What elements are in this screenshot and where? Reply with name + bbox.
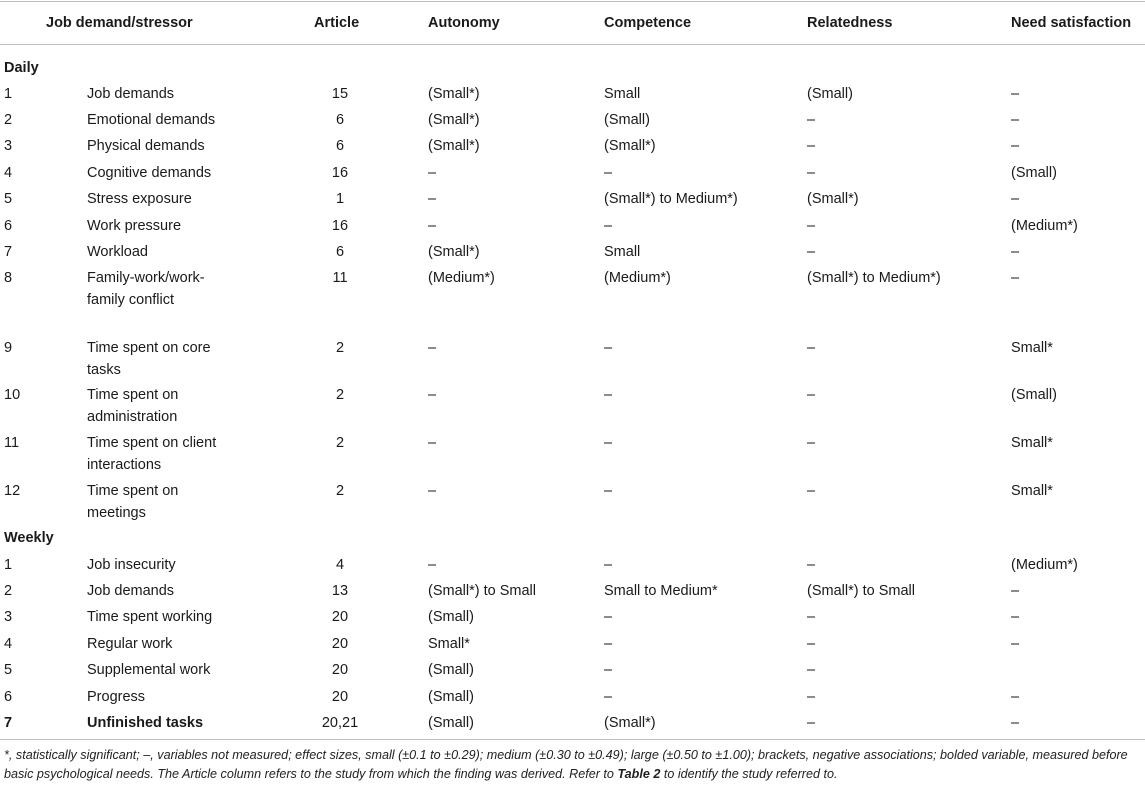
relatedness-effect: (Small*) [807,191,859,207]
relatedness-effect: – [807,138,816,154]
article-number: 16 [331,218,349,234]
relatedness-effect: – [807,483,816,499]
row-number: 2 [4,583,13,599]
article-number: 2 [335,387,345,403]
stressor-name: Job demands [87,86,175,102]
header-rule [0,44,1145,45]
footnote-text: *, statistically significant; –, variables not measured; effect sizes, small (±0.1 to ±0.29); medium (±0.30 to ±0.49); large (±0.50 to ±1.00); brackets, negative associations; bolded variable, measured before basic psychological needs. The Article column refers to the study from which the finding was derived. Refer to [4,748,1128,781]
article-number: 20 [331,609,349,625]
competence-effect: – [604,435,613,451]
relatedness-effect: – [807,340,816,356]
need-satisfaction-effect: – [1011,636,1020,652]
article-number: 4 [335,557,345,573]
stressor-name: Unfinished tasks [87,715,204,731]
relatedness-effect: – [807,244,816,260]
row-number: 5 [4,662,13,678]
relatedness-effect: – [807,557,816,573]
autonomy-effect: – [428,557,437,573]
header-relatedness: Relatedness [807,15,893,31]
relatedness-effect: – [807,435,816,451]
row-number: 7 [4,244,13,260]
autonomy-effect: (Small*) [428,86,480,102]
competence-effect: (Small) [604,112,650,128]
competence-effect: – [604,662,613,678]
need-satisfaction-effect: – [1011,112,1020,128]
competence-effect: – [604,165,613,181]
footnote-text-end: to identify the study referred to. [660,767,838,781]
table-bottom-rule [0,739,1145,740]
relatedness-effect: – [807,689,816,705]
autonomy-effect: (Small) [428,609,474,625]
need-satisfaction-effect: – [1011,191,1020,207]
autonomy-effect: (Small) [428,662,474,678]
autonomy-effect: (Small*) [428,112,480,128]
need-satisfaction-effect: Small* [1011,483,1053,499]
need-satisfaction-effect: – [1011,689,1020,705]
relatedness-effect: – [807,636,816,652]
article-number: 20,21 [321,715,359,731]
stressor-name: Workload [87,244,148,260]
article-number: 20 [331,662,349,678]
autonomy-effect: – [428,387,437,403]
stressor-name: Job insecurity [87,557,176,573]
competence-effect: – [604,689,613,705]
article-number: 15 [331,86,349,102]
stressor-name: Physical demands [87,138,205,154]
article-number: 6 [335,112,345,128]
need-satisfaction-effect: (Small) [1011,165,1057,181]
autonomy-effect: – [428,435,437,451]
stressor-name: Stress exposure [87,191,192,207]
stressor-name: Time spent on administration [87,387,179,425]
competence-effect: – [604,557,613,573]
autonomy-effect: (Small) [428,715,474,731]
table-top-rule [0,1,1145,2]
row-number: 4 [4,636,13,652]
header-article: Article [314,15,360,31]
stressor-name: Family-work/work-family conflict [87,270,205,308]
relatedness-effect: (Small*) to Medium*) [807,270,941,286]
autonomy-effect: (Medium*) [428,270,495,286]
article-number: 20 [331,689,349,705]
article-number: 2 [335,340,345,356]
row-number: 8 [4,270,13,286]
relatedness-effect: (Small) [807,86,853,102]
relatedness-effect: – [807,387,816,403]
competence-effect: – [604,609,613,625]
need-satisfaction-effect: – [1011,583,1020,599]
autonomy-effect: – [428,483,437,499]
competence-effect: Small to Medium* [604,583,718,599]
competence-effect: Small [604,86,641,102]
section-label: Daily [4,60,39,76]
row-number: 9 [4,340,13,356]
need-satisfaction-effect: (Medium*) [1011,557,1078,573]
header-competence: Competence [604,15,692,31]
table-footnote [4,746,1142,784]
autonomy-effect: – [428,165,437,181]
article-number: 13 [331,583,349,599]
relatedness-effect: (Small*) to Small [807,583,915,599]
row-number: 2 [4,112,13,128]
need-satisfaction-effect: – [1011,138,1020,154]
autonomy-effect: (Small*) to Small [428,583,536,599]
article-number: 6 [335,244,345,260]
competence-effect: – [604,636,613,652]
article-number: 2 [335,483,345,499]
need-satisfaction-effect: – [1011,244,1020,260]
stressor-name: Regular work [87,636,173,652]
header-job-demand: Job demand/stressor [46,15,193,31]
row-number: 7 [4,715,13,731]
need-satisfaction-effect: – [1011,86,1020,102]
article-number: 1 [335,191,345,207]
competence-effect: – [604,218,613,234]
row-number: 3 [4,609,13,625]
autonomy-effect: – [428,218,437,234]
need-satisfaction-effect: – [1011,270,1020,286]
competence-effect: (Small*) [604,715,656,731]
autonomy-effect: – [428,191,437,207]
row-number: 11 [4,435,20,451]
header-autonomy: Autonomy [428,15,500,31]
relatedness-effect: – [807,715,816,731]
stressor-name: Progress [87,689,146,705]
need-satisfaction-effect: – [1011,715,1020,731]
stressor-name: Job demands [87,583,175,599]
autonomy-effect: (Small*) [428,138,480,154]
competence-effect: – [604,387,613,403]
autonomy-effect: Small* [428,636,470,652]
section-label: Weekly [4,530,54,546]
competence-effect: (Small*) to Medium*) [604,191,738,207]
competence-effect: (Medium*) [604,270,671,286]
row-number: 4 [4,165,13,181]
need-satisfaction-effect: (Small) [1011,387,1057,403]
row-number: 1 [4,86,13,102]
relatedness-effect: – [807,165,816,181]
need-satisfaction-effect: Small* [1011,340,1053,356]
relatedness-effect: – [807,609,816,625]
row-number: 6 [4,689,13,705]
row-number: 3 [4,138,13,154]
row-number: 12 [4,483,21,499]
need-satisfaction-effect: Small* [1011,435,1053,451]
row-number: 6 [4,218,13,234]
relatedness-effect: – [807,112,816,128]
need-satisfaction-effect: (Medium*) [1011,218,1078,234]
need-satisfaction-effect: – [1011,609,1020,625]
stressor-name: Emotional demands [87,112,216,128]
competence-effect: (Small*) [604,138,656,154]
article-number: 16 [331,165,349,181]
footnote-table-reference[interactable]: Table 2 [617,767,661,781]
row-number: 1 [4,557,13,573]
autonomy-effect: – [428,340,437,356]
article-number: 11 [332,270,348,286]
article-number: 20 [331,636,349,652]
relatedness-effect: – [807,662,816,678]
stressor-name: Time spent on meetings [87,483,179,521]
competence-effect: – [604,483,613,499]
stressor-name: Work pressure [87,218,182,234]
competence-effect: Small [604,244,641,260]
article-number: 2 [335,435,345,451]
row-number: 10 [4,387,21,403]
competence-effect: – [604,340,613,356]
autonomy-effect: (Small*) [428,244,480,260]
stressor-name: Cognitive demands [87,165,212,181]
stressor-name: Time spent on core tasks [87,340,211,378]
stressor-name: Time spent working [87,609,213,625]
header-need-satisfaction: Need satisfaction [1011,15,1132,31]
article-number: 6 [335,138,345,154]
relatedness-effect: – [807,218,816,234]
row-number: 5 [4,191,13,207]
stressor-name: Time spent on client interactions [87,435,217,473]
autonomy-effect: (Small) [428,689,474,705]
stressor-name: Supplemental work [87,662,211,678]
